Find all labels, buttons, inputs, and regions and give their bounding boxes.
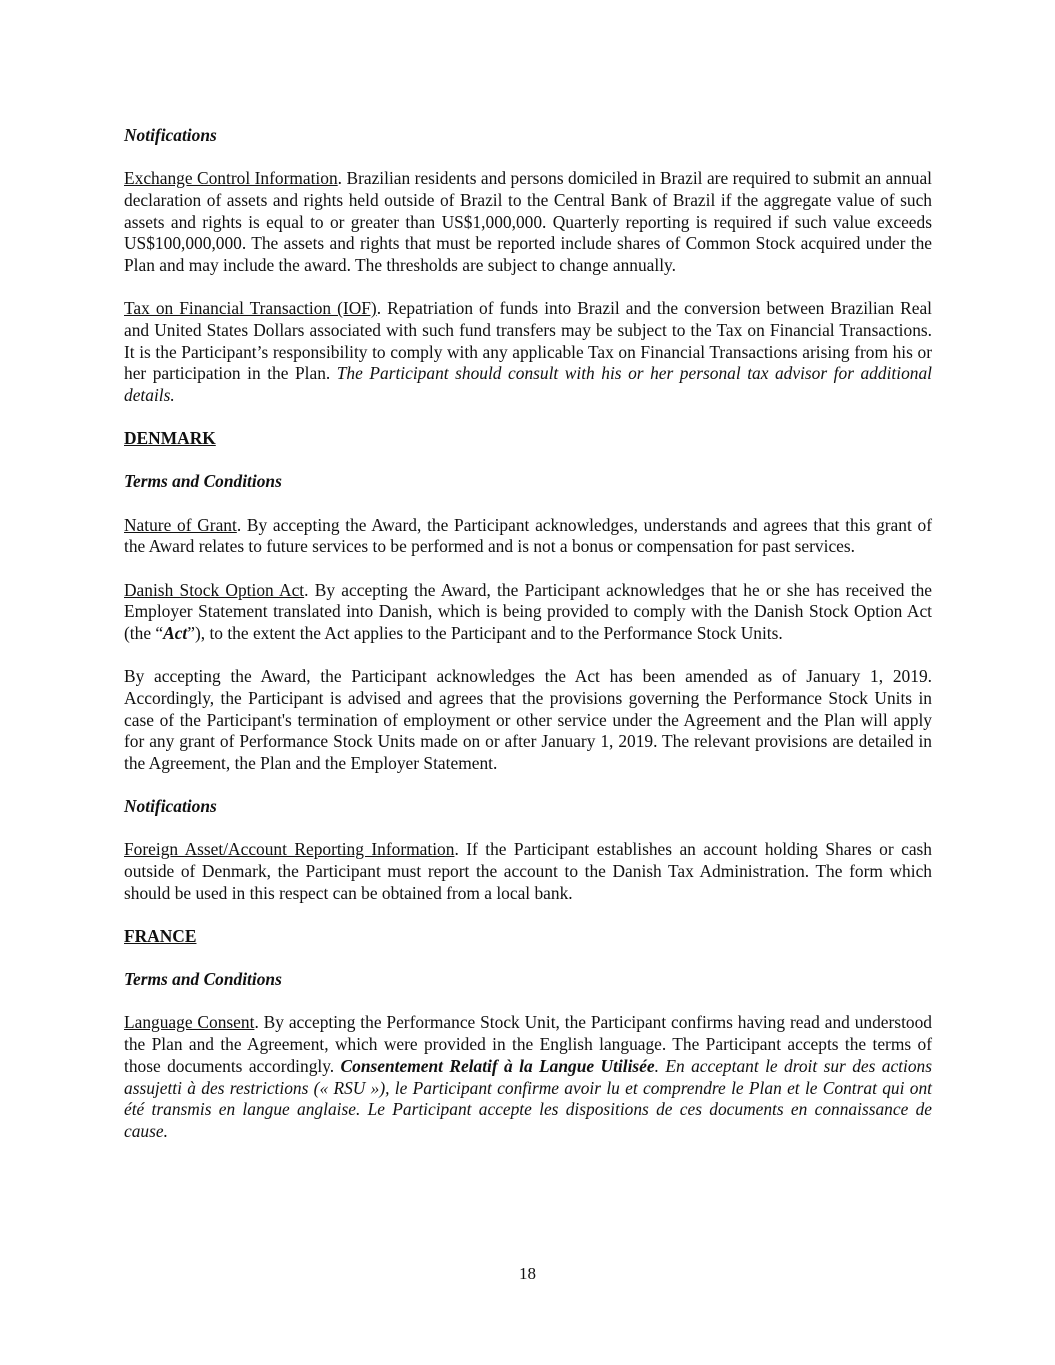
page-number: 18 <box>519 1264 536 1283</box>
language-consent-paragraph <box>124 1012 932 1142</box>
denmark-terms-heading: Terms and Conditions <box>124 471 282 492</box>
exchange-control-text: . Brazilian residents and persons domiciled in Brazil are required to submit an annual declaration of assets and rights held outside of Brazil to the Central Bank of Brazil if the aggregate value of such assets and rights is equal to or greater than US$1,000,000. Quarterly reporting is required if such value exceeds US$100,000,000. The assets and rights that must be reported include shares of Common Stock acquired under the Plan and may include the award. The thresholds are subject to change annually. <box>124 168 932 276</box>
stock-option-act-text-after: ”), to the extent the Act applies to the Participant and to the Performance Stock Units. <box>187 622 783 643</box>
page-content <box>124 125 932 1164</box>
language-consent-title: Language Consent <box>124 1012 255 1033</box>
iof-text: . Repatriation of funds into Brazil and the conversion between Brazilian Real and United States Dollars associated with such fund transfers may be subject to the Tax on Financial Transactions. It is the Participant’s responsibility to comply with any applicable Tax on Financial Transactions arising from his or her participation in the Plan. <box>124 298 932 384</box>
nature-of-grant-title: Nature of Grant <box>124 514 237 535</box>
french-consent-text: . En acceptant le droit sur des actions assujetti à des restrictions (« RSU »), le Participant confirme avoir lu et comprendre le Plan et le Contrat qui ont été transmis en langue anglaise. Le Participant accepte les dispositions de ces documents en connaissance de cause. <box>124 1055 933 1141</box>
denmark-heading: DENMARK <box>124 428 216 449</box>
foreign-asset-title: Foreign Asset/Account Reporting Information <box>124 839 455 860</box>
foreign-asset-text: . If the Participant establishes an account holding Shares or cash outside of Denmark, the Participant must report the account to the Danish Tax Administration. The form which should be used in this respect can be obtained from a local bank. <box>124 839 932 903</box>
amendment-paragraph: By accepting the Award, the Participant acknowledges the Act has been amended as of January 1, 2019. Accordingly, the Participant is advised and agrees that the provisions governing the Performance Stock Units in case of the Participant's termination of employment or other service under the Agreement and the Plan will apply for any grant of Performance Stock Units made on or after January 1, 2019. The relevant provisions are detailed in the Agreement, the Plan and the Employer Statement. <box>124 666 932 773</box>
iof-italic-text: The Participant should consult with his or her personal tax advisor for additional details. <box>124 363 932 406</box>
language-consent-text: . By accepting the Performance Stock Unit, the Participant confirms having read and understood the Plan and the Agreement, which were provided in the English language. The Participant accepts the terms of those documents accordingly. <box>124 1012 932 1076</box>
stock-option-act-title: Danish Stock Option Act <box>124 579 305 600</box>
brazil-notifications-heading: Notifications <box>124 125 217 145</box>
iof-title: Tax on Financial Transaction (IOF) <box>124 298 377 319</box>
act-defined-term: Act <box>163 622 188 643</box>
foreign-asset-paragraph <box>124 839 932 904</box>
france-heading: FRANCE <box>124 925 197 946</box>
nature-of-grant-text: . By accepting the Award, the Participant acknowledges, understands and agrees that this grant of the Award relates to future services to be performed and is not a bonus or compensation for past services. <box>124 514 933 557</box>
denmark-notifications-heading: Notifications <box>124 796 217 817</box>
iof-paragraph <box>124 298 932 407</box>
nature-of-grant-paragraph <box>124 515 932 558</box>
france-terms-heading: Terms and Conditions <box>124 969 282 990</box>
exchange-control-title: Exchange Control Information <box>124 168 338 189</box>
exchange-control-paragraph <box>124 168 932 277</box>
stock-option-act-text-before: . By accepting the Award, the Participant acknowledges that he or she has received the Employer Statement translated into Danish, which is being provided to comply with the Danish Stock Option Act (the “ <box>124 579 932 643</box>
stock-option-act-paragraph <box>124 580 932 645</box>
french-consent-title: Consentement Relatif à la Langue Utilisée <box>340 1055 655 1076</box>
